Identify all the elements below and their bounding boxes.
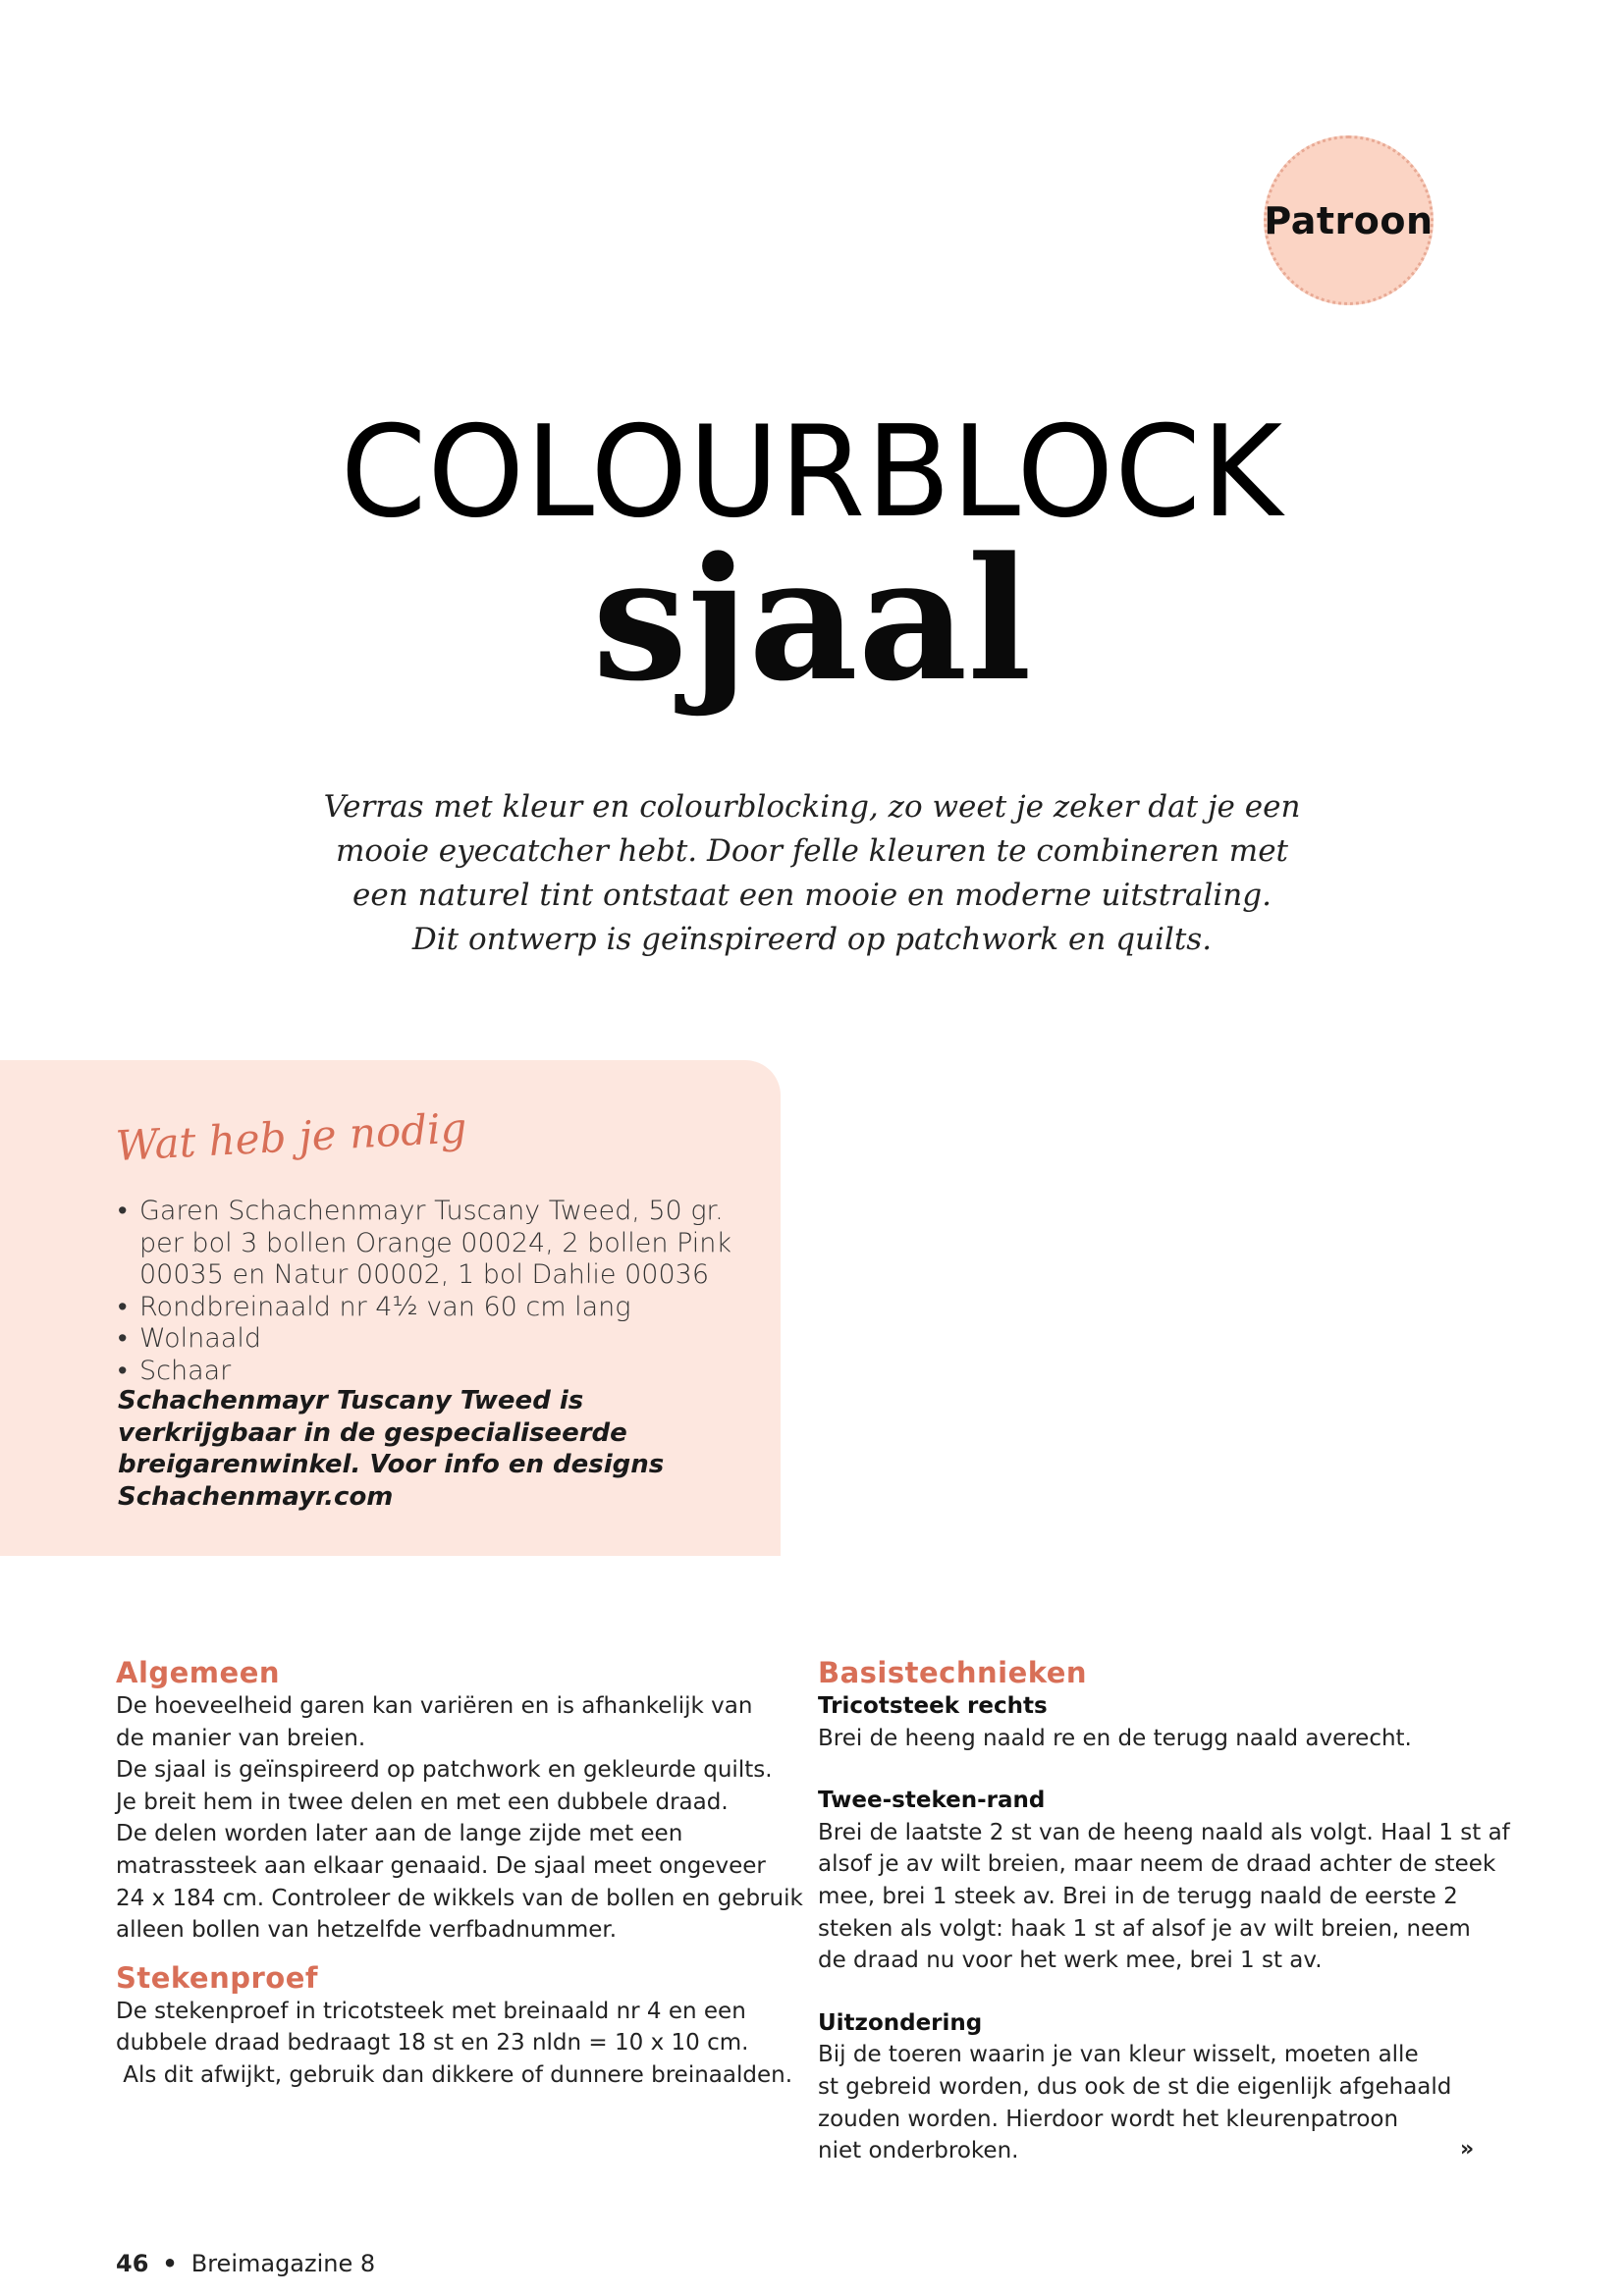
intro-line: Dit ontwerp is geïnspireerd op patchwork en quilts. (411, 922, 1213, 957)
materials-title: Wat heb je nodig (114, 1103, 468, 1170)
intro-line: mooie eyecatcher hebt. Door felle kleuren te combineren met (335, 833, 1289, 869)
materials-item (118, 1196, 731, 1292)
body-line: 24 x 184 cm. Controleer de wikkels van de bollen en gebruik (116, 1885, 803, 1911)
body-line: Je breit hem in twee delen en met een dubbele draad. (116, 1789, 729, 1815)
body-line: steken als volgt: haak 1 st af alsof je av wilt breien, neem (818, 1915, 1471, 1942)
materials-item-line: • Garen Schachenmayr Tuscany Tweed, 50 gr. (139, 1196, 724, 1226)
title-line-1-text: COLOURBLOCK (340, 400, 1284, 546)
body-line: Brei de heeng naald re en de terugg naald averecht. (818, 1725, 1412, 1751)
body-line: st gebreid worden, dus ook de st die eigenlijk afgehaald (818, 2073, 1452, 2100)
body-line: alsof je av wilt breien, maar neem de draad achter de steek (818, 1851, 1496, 1878)
supplier-note-line: breigarenwinkel. Voor info en designs (118, 1450, 665, 1479)
body-line: De stekenproef in tricotsteek met breinaald nr 4 en een (116, 1998, 746, 2024)
materials-item-line: • Schaar (139, 1355, 232, 1386)
intro-paragraph (255, 785, 1369, 962)
body-line: matrassteek aan elkaar genaaid. De sjaal meet ongeveer (116, 1852, 766, 1879)
body-line: De hoeveelheid garen kan variëren en is afhankelijk van (116, 1693, 753, 1719)
materials-item-line: 00035 en Natur 00002, 1 bol Dahlie 00036 (139, 1259, 709, 1290)
body-line: De delen worden later aan de lange zijde met een (116, 1821, 683, 1847)
materials-item (118, 1323, 731, 1356)
title-line-2: sjaal (592, 519, 1032, 719)
body-line: Bij de toeren waarin je van kleur wisselt, moeten alle (818, 2042, 1419, 2068)
magazine-name: Breimagazine 8 (190, 2250, 376, 2277)
page-number: 46 (116, 2250, 149, 2277)
body-line: de draad nu voor het werk mee, brei 1 st av. (818, 1948, 1323, 1974)
section-heading-algemeen: Algemeen (116, 1656, 281, 1689)
section-heading-basistechnieken: Basistechnieken (818, 1656, 1088, 1689)
right-column (818, 1655, 1510, 2167)
continue-arrow-icon: » (1460, 2137, 1475, 2162)
page-footer (116, 2250, 375, 2277)
left-column (116, 1655, 803, 2092)
subheading-tricotsteek: Tricotsteek rechts (818, 1693, 1048, 1719)
body-line: de manier van breien. (116, 1725, 366, 1751)
body-line: dubbele draad bedraagt 18 st en 23 nldn = 10 x 10 cm. (116, 2030, 749, 2056)
body-line: De sjaal is geïnspireerd op patchwork en gekleurde quilts. (116, 1757, 773, 1784)
supplier-note-line: verkrijgbaar in de gespecialiseerde (118, 1417, 627, 1448)
title-line-1 (0, 400, 1624, 546)
materials-list (118, 1196, 731, 1387)
body-line: Brei de laatste 2 st van de heeng naald als volgt. Haal 1 st af (818, 1819, 1510, 1845)
materials-item-line: • Wolnaald (139, 1323, 261, 1354)
body-line: mee, brei 1 steek av. Brei in de terugg naald de eerste 2 (818, 1883, 1458, 1909)
intro-line: een naturel tint ontstaat een mooie en moderne uitstraling. (352, 878, 1272, 913)
body-line: zouden worden. Hierdoor wordt het kleurenpatroon (818, 2106, 1399, 2132)
supplier-note (118, 1385, 664, 1513)
subheading-uitzondering: Uitzondering (818, 2009, 983, 2036)
materials-item (118, 1292, 731, 1324)
body-line: niet onderbroken. (818, 2138, 1019, 2164)
body-line: alleen bollen van hetzelfde verfbadnummer. (116, 1917, 618, 1944)
materials-item-line: • Rondbreinaald nr 4½ van 60 cm lang (139, 1291, 631, 1322)
intro-line: Verras met kleur en colourblocking, zo weet je zeker dat je een (323, 789, 1301, 825)
section-heading-stekenproef: Stekenproef (116, 1960, 319, 1995)
pattern-badge (1264, 135, 1434, 305)
materials-item (118, 1356, 731, 1388)
subheading-twee-steken-rand: Twee-steken-rand (818, 1788, 1046, 1814)
supplier-note-line: Schachenmayr.com (118, 1481, 394, 1512)
pattern-badge-label: Patroon (1264, 198, 1434, 242)
materials-item-line: per bol 3 bollen Orange 00024, 2 bollen Pink (139, 1227, 732, 1258)
footer-separator: • (162, 2250, 178, 2277)
supplier-note-line: Schachenmayr Tuscany Tweed is (118, 1386, 584, 1415)
body-line: Als dit afwijkt, gebruik dan dikkere of dunnere breinaalden. (116, 2061, 793, 2088)
